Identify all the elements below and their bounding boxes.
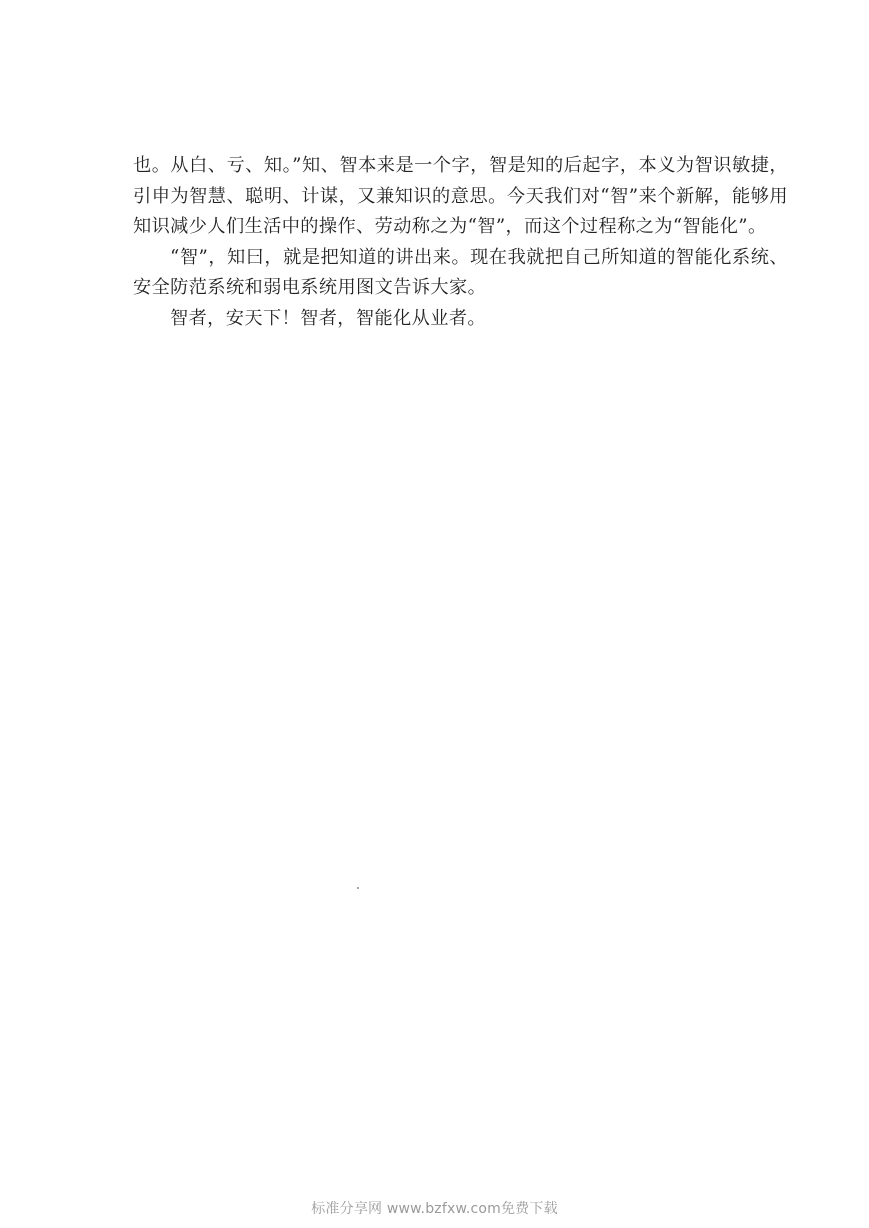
footer-watermark: 标准分享网 www.bzfxw.com免费下载 [311, 1201, 558, 1217]
body-text [133, 151, 788, 334]
scan-speck [357, 887, 359, 889]
paragraph-zhi-motto: 智者，安天下！智者，智能化从业者。 [170, 307, 486, 329]
paragraph-continuation: 也。从白、亏、知。”知、智本来是一个字，智是知的后起字，本义为智识敏捷，引申为智慧、聪明、计谋，又兼知识的意思。今天我们对“智”来个新解，能够用知识减少人们生活中的操作、劳动称之为“智”，而这个过程称之为“智能化”。 [133, 155, 788, 237]
paragraph-zhi-explanation: “智”，知曰，就是把知道的讲出来。现在我就把自己所知道的智能化系统、安全防范系统和弱电系统用图文告诉大家。 [133, 246, 788, 298]
